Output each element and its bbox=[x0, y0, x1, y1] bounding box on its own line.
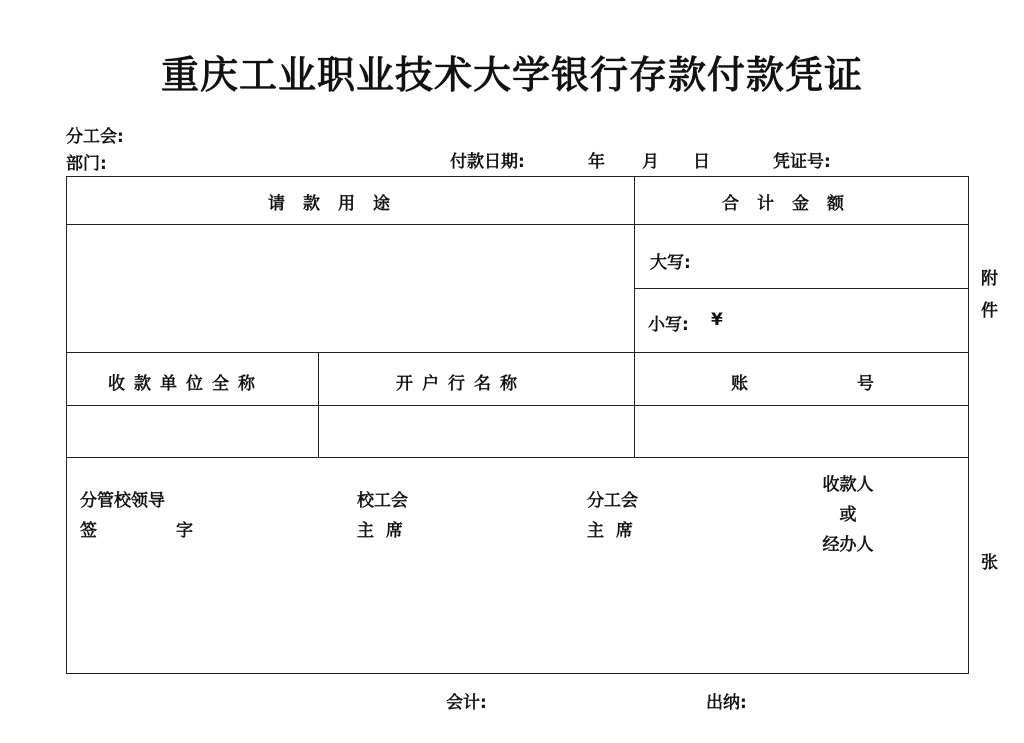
cashier-label: 出纳: bbox=[706, 693, 747, 713]
leader-word-char: 字 bbox=[176, 521, 193, 541]
payee-line2: 或 bbox=[839, 505, 857, 525]
attachment-char-2: 件 bbox=[981, 301, 998, 321]
amount-lowercase-label: 小写: bbox=[648, 315, 689, 335]
leader-line1: 分管校领导 bbox=[80, 491, 165, 511]
voucher-table bbox=[66, 176, 969, 674]
purpose-header: 请款用途 bbox=[268, 194, 408, 214]
payee-line1: 收款人 bbox=[822, 475, 874, 495]
row-divider bbox=[66, 224, 969, 225]
account-header-right: 号 bbox=[857, 374, 874, 394]
department-label: 部门: bbox=[66, 154, 107, 174]
branch-union-chair-label bbox=[587, 486, 638, 546]
branch-union-line2: 主 席 bbox=[587, 521, 633, 541]
sheets-char: 张 bbox=[981, 553, 998, 573]
currency-symbol: ¥ bbox=[711, 310, 723, 330]
branch-union-label: 分工会: bbox=[66, 127, 124, 147]
account-header-left: 账 bbox=[731, 374, 748, 394]
row-divider bbox=[66, 405, 969, 406]
payment-date-label: 付款日期: bbox=[450, 152, 525, 172]
voucher-number-label: 凭证号: bbox=[773, 152, 831, 172]
branch-union-line1: 分工会 bbox=[587, 491, 638, 511]
leader-signature-label bbox=[80, 486, 194, 546]
row-divider bbox=[66, 457, 969, 458]
leader-line2 bbox=[80, 516, 194, 546]
payee-line3: 经办人 bbox=[822, 535, 874, 555]
bank-name-header: 开户行名称 bbox=[396, 374, 526, 394]
payee-full-name-header: 收款单位全称 bbox=[108, 374, 264, 394]
year-label: 年 bbox=[588, 152, 605, 172]
day-label: 日 bbox=[693, 152, 710, 172]
school-union-line1: 校工会 bbox=[357, 491, 408, 511]
document-title: 重庆工业职业技术大学银行存款付款凭证 bbox=[160, 52, 863, 97]
leader-sign-char: 签 bbox=[80, 521, 97, 541]
amount-uppercase-label: 大写: bbox=[650, 253, 691, 273]
total-amount-header: 合计金额 bbox=[722, 194, 862, 214]
month-label: 月 bbox=[642, 152, 659, 172]
accountant-label: 会计: bbox=[446, 693, 487, 713]
column-divider bbox=[318, 352, 319, 457]
attachment-char-1: 附 bbox=[981, 269, 998, 289]
column-divider bbox=[634, 176, 635, 457]
row-divider bbox=[634, 288, 969, 289]
row-divider bbox=[66, 352, 969, 353]
payee-or-handler-label bbox=[807, 470, 889, 560]
school-union-chair-label bbox=[357, 486, 408, 546]
school-union-line2: 主 席 bbox=[357, 521, 403, 541]
